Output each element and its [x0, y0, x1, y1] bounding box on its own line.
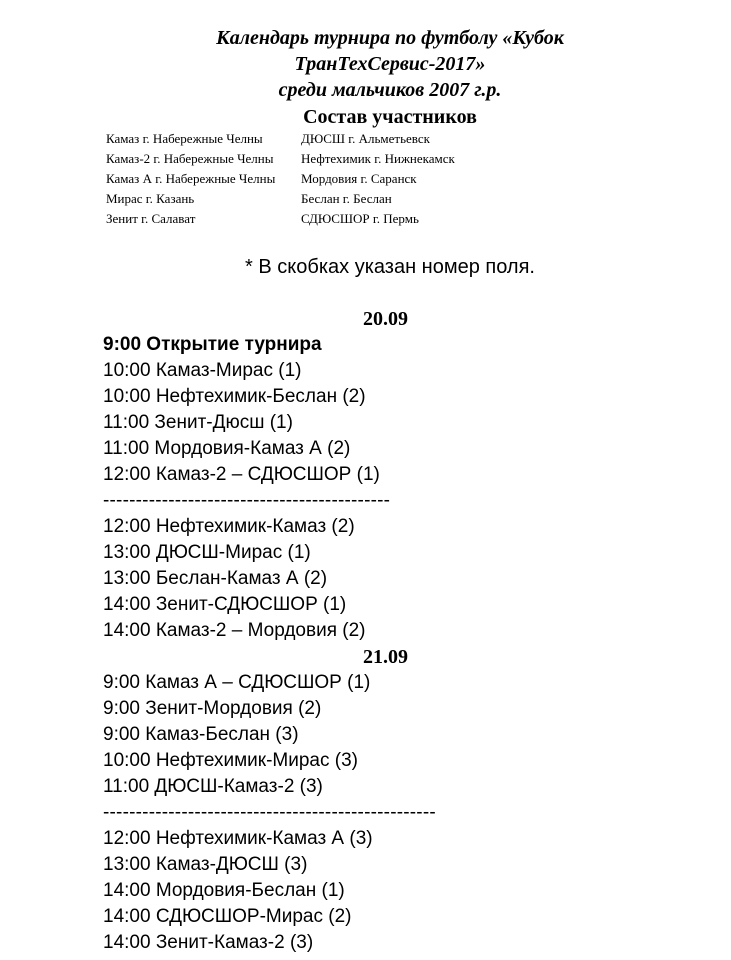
match-row: 11:00 Мордовия-Камаз А (2): [103, 438, 351, 459]
match-row: 14:00 Мордовия-Беслан (1): [103, 880, 345, 901]
match-row: 13:00 ДЮСШ-Мирас (1): [103, 542, 311, 563]
participant-team: Мирас г. Казань: [106, 191, 195, 206]
participant-team: Камаз г. Набережные Челны: [106, 131, 263, 146]
match-row: 13:00 Беслан-Камаз А (2): [103, 568, 328, 589]
participant-team: Нефтехимик г. Нижнекамск: [301, 151, 455, 166]
match-row: 9:00 Камаз-Беслан (3): [103, 724, 299, 745]
day-heading: 20.09: [363, 308, 408, 330]
match-row: 13:00 Камаз-ДЮСШ (3): [103, 854, 308, 875]
match-row: 14:00 СДЮСШОР-Мирас (2): [103, 906, 352, 927]
participant-team: ДЮСШ г. Альметьевск: [301, 131, 430, 146]
match-row: 12:00 Нефтехимик-Камаз А (3): [103, 828, 373, 849]
participant-team: Зенит г. Салават: [106, 211, 196, 226]
participant-row: [106, 149, 566, 169]
match-row: 11:00 ДЮСШ-Камаз-2 (3): [103, 776, 323, 797]
participant-team: Беслан г. Беслан: [301, 191, 392, 206]
participant-team: Камаз А г. Набережные Челны: [106, 171, 276, 186]
participant-row: [106, 129, 566, 149]
match-row: 9:00 Камаз А – СДЮСШОР (1): [103, 672, 371, 693]
match-row: 10:00 Нефтехимик-Мирас (3): [103, 750, 358, 771]
match-row: 12:00 Нефтехимик-Камаз (2): [103, 516, 355, 537]
participant-row: [106, 209, 566, 229]
day-heading: 21.09: [363, 646, 408, 668]
match-row: 9:00 Зенит-Мордовия (2): [103, 698, 322, 719]
dashed-separator: --------------------------------------------: [103, 490, 391, 511]
match-row: 11:00 Зенит-Дюсш (1): [103, 412, 293, 433]
opening-ceremony: 9:00 Открытие турнира: [103, 334, 322, 355]
field-number-note: * В скобках указан номер поля.: [245, 256, 535, 278]
title-line: Календарь турнира по футболу «Кубок: [216, 27, 564, 49]
participant-team: Мордовия г. Саранск: [301, 171, 417, 186]
schedule: [103, 306, 703, 956]
match-row: 14:00 Камаз-2 – Мордовия (2): [103, 620, 366, 641]
match-row: 10:00 Нефтехимик-Беслан (2): [103, 386, 366, 407]
participant-team: СДЮСШОР г. Пермь: [301, 211, 419, 226]
title-line: среди мальчиков 2007 г.р.: [278, 79, 502, 101]
participant-row: [106, 169, 566, 189]
match-row: 14:00 Зенит-СДЮСШОР (1): [103, 594, 347, 615]
match-row: 14:00 Зенит-Камаз-2 (3): [103, 932, 314, 953]
participants-list: [106, 129, 566, 229]
title-line: ТранТехСервис-2017»: [294, 53, 486, 75]
dashed-separator: ---------------------------------------------------: [103, 802, 436, 823]
participant-team: Камаз-2 г. Набережные Челны: [106, 151, 274, 166]
participant-row: [106, 189, 566, 209]
match-row: 12:00 Камаз-2 – СДЮСШОР (1): [103, 464, 380, 485]
participants-heading: Состав участников: [303, 106, 477, 128]
match-row: 10:00 Камаз-Мирас (1): [103, 360, 302, 381]
document-title: [110, 25, 670, 103]
